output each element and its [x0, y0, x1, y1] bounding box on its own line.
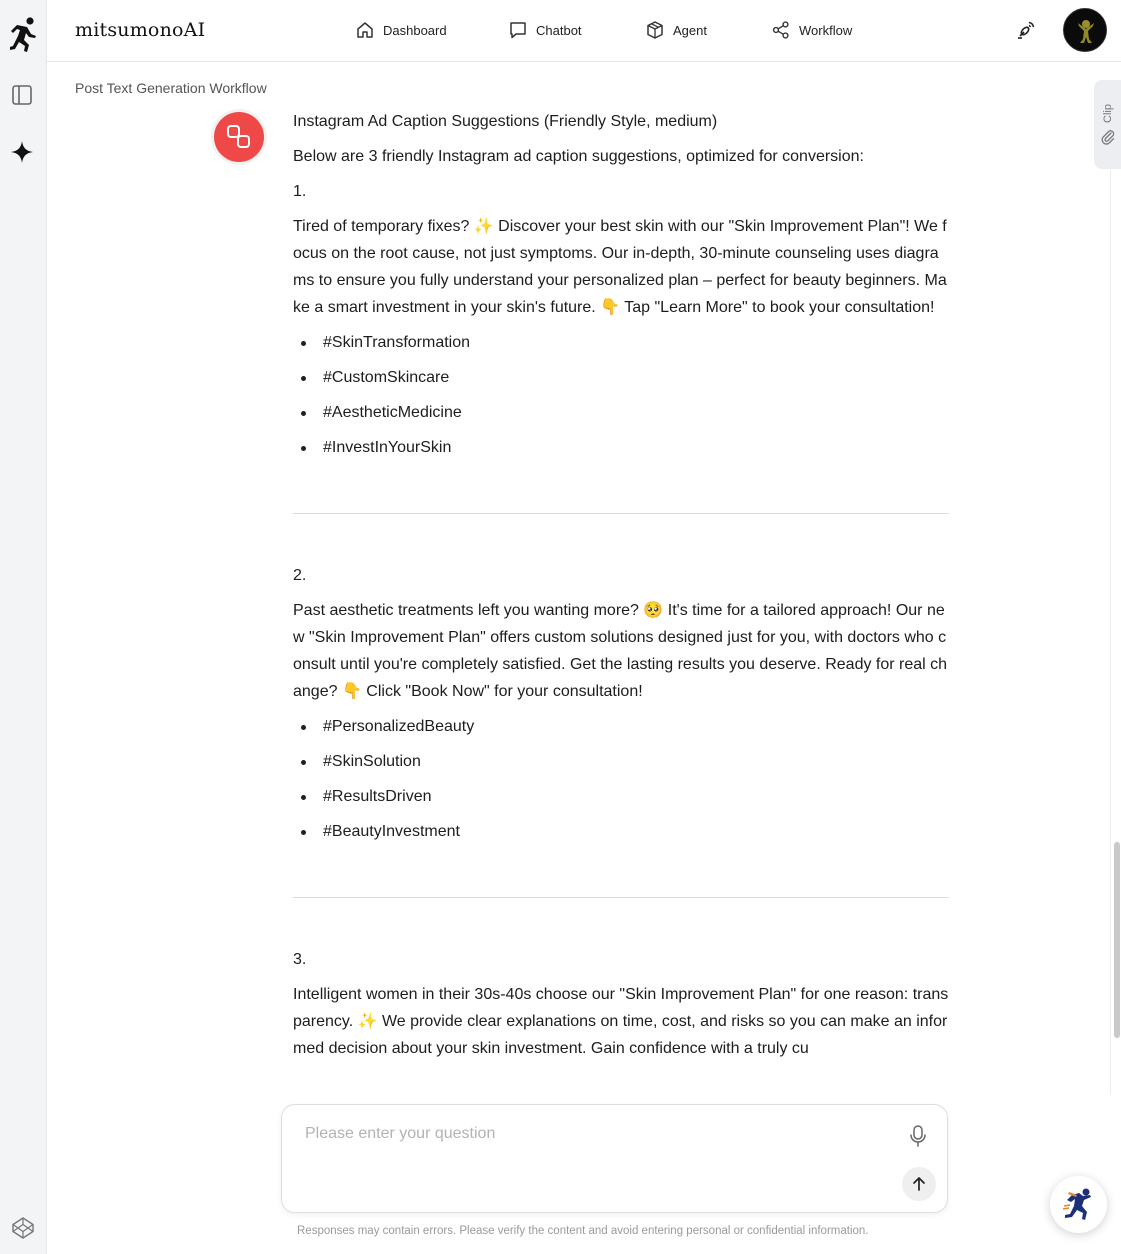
nav-dashboard[interactable] — [355, 18, 447, 42]
brand-name[interactable]: mitsumonoAI — [75, 19, 206, 41]
suggestion-number: 2. — [293, 567, 307, 584]
question-input[interactable] — [305, 1125, 865, 1143]
runner-logo-icon[interactable] — [7, 16, 39, 54]
hashtag-item: #SkinTransformation — [293, 329, 949, 364]
assistant-fab[interactable] — [1050, 1176, 1107, 1233]
sidebar-toggle-icon[interactable] — [11, 84, 33, 106]
suggestion-text: Tired of temporary fixes? ✨ Discover your best skin with our "Skin Improvement Plan"! We focus on the root cause, not just symptoms. Our in-depth, 30-minute counseling uses diagrams to ensure you fully understand your personalized plan – perfect for beauty beginners. Make a smart investment in your skin's future. 👇 Tap "Learn More" to book your consultation! — [293, 218, 947, 316]
question-composer — [281, 1104, 948, 1213]
hashtag-item: #AestheticMedicine — [293, 399, 949, 434]
share-nodes-icon — [771, 20, 791, 40]
message-intro: Below are 3 friendly Instagram ad caption suggestions, optimized for conversion: — [293, 148, 864, 165]
workflow-nodes-icon — [225, 123, 253, 151]
hashtag-list — [293, 329, 949, 469]
hashtag-item: #SkinSolution — [293, 748, 949, 783]
avatar-figure-icon — [1064, 9, 1107, 52]
hashtag-item: #CustomSkincare — [293, 364, 949, 399]
suggestion-text: Past aesthetic treatments left you wanting more? 🥺 It's time for a tailored approach! Our new "Skin Improvement Plan" offers custom solutions designed just for you, with doctors who consult until you're completely satisfied. Get the lasting results you deserve. Ready for real change? 👇 Click "Book Now" for your consultation! — [293, 602, 948, 700]
suggestion-text: Intelligent women in their 30s-40s choose our "Skin Improvement Plan" for one reason: transparency. ✨ We provide clear explanations on time, cost, and risks so you can make an informed decision about your skin investment. Gain confidence with a truly cu — [293, 986, 949, 1057]
home-icon — [355, 20, 375, 40]
hashtag-item: #InvestInYourSkin — [293, 434, 949, 469]
chat-bubble-icon — [508, 20, 528, 40]
arrow-up-icon — [910, 1175, 928, 1193]
sparkle-icon[interactable] — [10, 140, 34, 164]
nav-workflow[interactable] — [771, 18, 852, 42]
nav-agent[interactable] — [645, 18, 707, 42]
divider — [293, 897, 949, 898]
nav-dashboard-label: Dashboard — [383, 22, 447, 38]
codepen-cube-icon[interactable] — [11, 1216, 35, 1240]
hashtag-item: #BeautyInvestment — [293, 818, 949, 853]
clip-label: Clip — [1101, 104, 1114, 123]
breadcrumb: Post Text Generation Workflow — [75, 80, 267, 96]
microphone-icon[interactable] — [907, 1124, 929, 1148]
nav-workflow-label: Workflow — [799, 22, 853, 38]
left-rail — [0, 0, 47, 1254]
disclaimer-text: Responses may contain errors. Please verify the content and avoid entering personal or confidential information. — [297, 1225, 869, 1237]
clip-tab[interactable] — [1094, 80, 1121, 169]
runner-mascot-icon — [1060, 1186, 1098, 1224]
user-avatar[interactable] — [1063, 8, 1107, 52]
top-bar — [47, 0, 1121, 62]
suggestion-number: 1. — [293, 183, 307, 200]
package-icon — [645, 20, 665, 40]
divider — [293, 513, 949, 514]
workflow-bot-avatar — [211, 109, 267, 165]
message-title: Instagram Ad Caption Suggestions (Friendly Style, medium) — [293, 113, 718, 130]
nav-chatbot-label: Chatbot — [536, 22, 582, 38]
assistant-message — [293, 108, 949, 1096]
satellite-broadcast-icon[interactable] — [1015, 19, 1037, 41]
hashtag-item: #PersonalizedBeauty — [293, 713, 949, 748]
nav-chatbot[interactable] — [508, 18, 582, 42]
scrollbar-thumb[interactable] — [1114, 842, 1120, 1038]
send-button[interactable] — [902, 1167, 936, 1201]
hashtag-item: #ResultsDriven — [293, 783, 949, 818]
paperclip-icon — [1101, 129, 1115, 145]
nav-agent-label: Agent — [673, 22, 707, 38]
suggestion-number: 3. — [293, 951, 307, 968]
hashtag-list — [293, 713, 949, 853]
